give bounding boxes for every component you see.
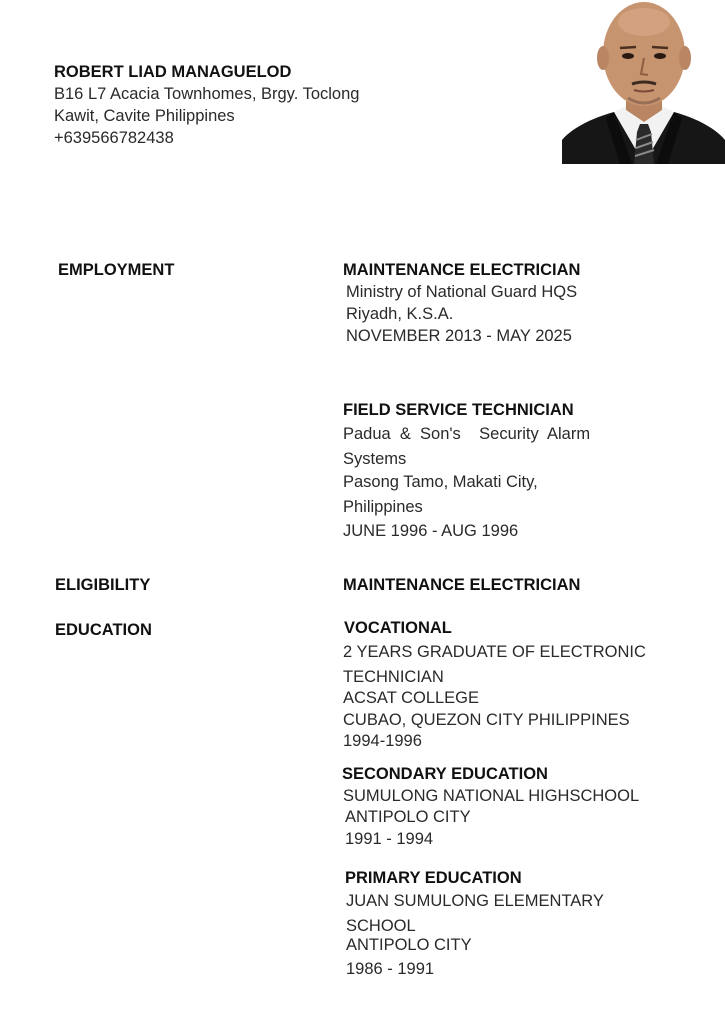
address-line-2: Kawit, Cavite Philippines: [54, 107, 235, 125]
vocational-course-continued: TECHNICIAN: [343, 668, 444, 686]
job-title: FIELD SERVICE TECHNICIAN: [343, 401, 574, 419]
job-employer: Ministry of National Guard HQS: [346, 283, 578, 301]
job-employer-continued: Systems: [343, 450, 407, 468]
job-location-continued: Philippines: [343, 498, 423, 516]
vocational-years: 1994-1996: [343, 732, 422, 750]
eligibility-section-label: ELIGIBILITY: [55, 576, 151, 594]
applicant-name: ROBERT LIAD MANAGUELOD: [54, 63, 292, 81]
address-line-1: B16 L7 Acacia Townhomes, Brgy. Toclong: [54, 85, 360, 103]
secondary-heading: SECONDARY EDUCATION: [342, 765, 548, 783]
education-section-label: EDUCATION: [55, 621, 152, 639]
primary-location: ANTIPOLO CITY: [346, 936, 472, 954]
vocational-course: 2 YEARS GRADUATE OF ELECTRONIC: [343, 643, 646, 661]
vocational-location: CUBAO, QUEZON CITY PHILIPPINES: [343, 711, 630, 729]
primary-years: 1986 - 1991: [346, 960, 435, 978]
job-location: Riyadh, K.S.A.: [346, 305, 454, 323]
profile-photo: [562, 0, 725, 164]
phone-number: +639566782438: [54, 129, 174, 147]
job-employer: Padua & Son's Security Alarm: [343, 425, 591, 443]
secondary-years: 1991 - 1994: [345, 830, 434, 848]
primary-heading: PRIMARY EDUCATION: [345, 869, 522, 887]
primary-school-continued: SCHOOL: [346, 917, 416, 935]
job-location: Pasong Tamo, Makati City,: [343, 473, 538, 491]
secondary-school: SUMULONG NATIONAL HIGHSCHOOL: [343, 787, 640, 805]
secondary-location: ANTIPOLO CITY: [345, 808, 471, 826]
employment-section-label: EMPLOYMENT: [58, 261, 175, 279]
vocational-heading: VOCATIONAL: [344, 619, 452, 637]
job-dates: NOVEMBER 2013 - MAY 2025: [346, 327, 572, 345]
job-title: MAINTENANCE ELECTRICIAN: [343, 261, 581, 279]
job-dates: JUNE 1996 - AUG 1996: [343, 522, 519, 540]
primary-school: JUAN SUMULONG ELEMENTARY: [346, 892, 604, 910]
eligibility-value: MAINTENANCE ELECTRICIAN: [343, 576, 581, 594]
vocational-school: ACSAT COLLEGE: [343, 689, 480, 707]
